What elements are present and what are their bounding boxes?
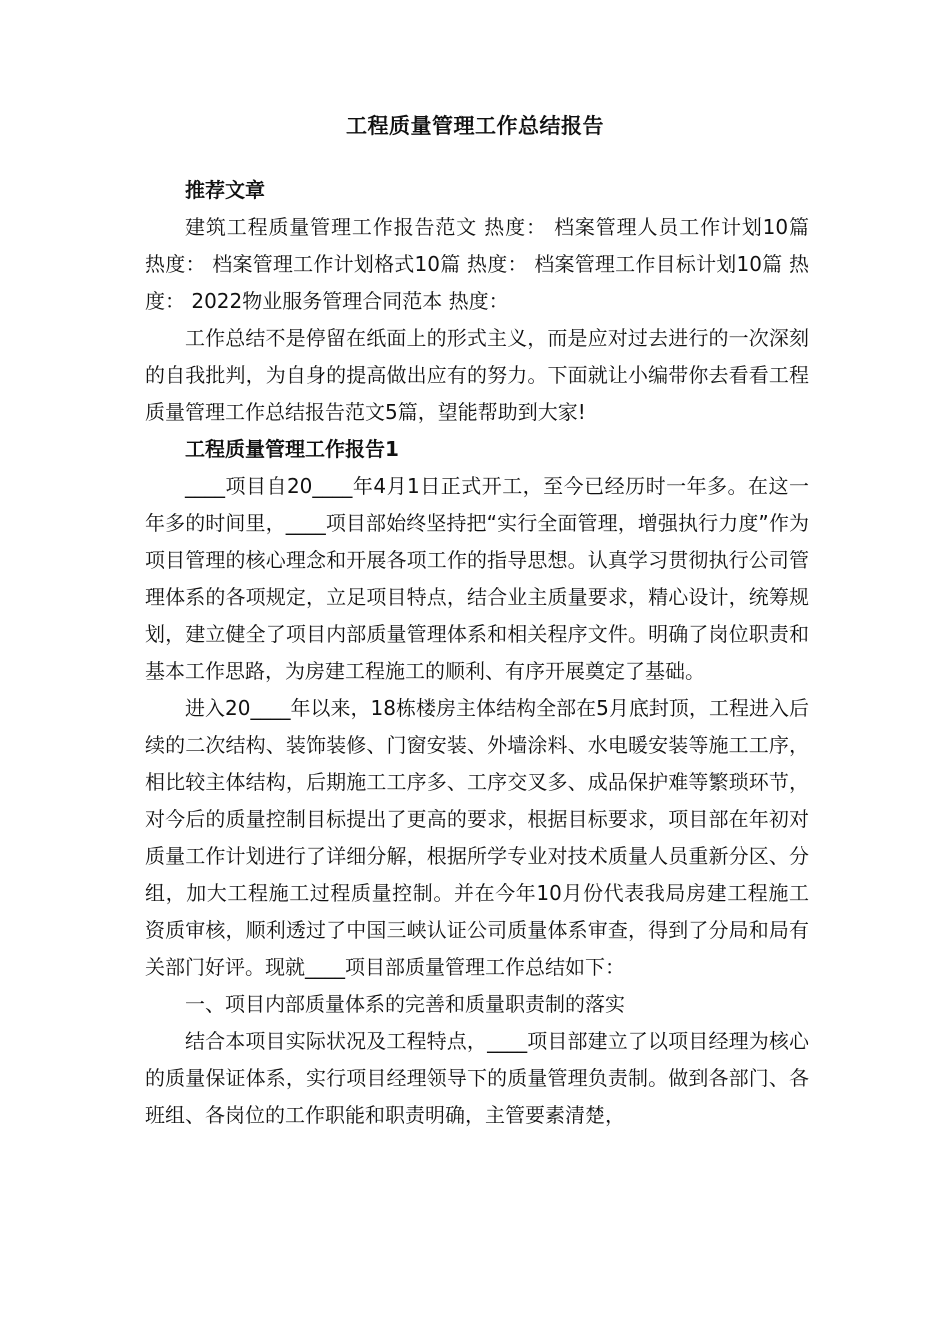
paragraph-project-start: ____项目自20____年4月1日正式开工，至今已经历时一年多。在这一年多的时间里，____项目部始终坚持把“实行全面管理，增强执行力度”作为项目管理的核心理念和开展各项工作的指导思想。认真学习贯彻执行公司管理体系的各项规定，立足项目特点，结合业主质量要求，精心设计，统筹规划，建立健全了项目内部质量管理体系和相关程序文件。明确了岗位职责和基本工作思路，为房建工程施工的顺利、有序开展奠定了基础。: [145, 474, 809, 683]
section-heading-report-1: 工程质量管理工作报告1: [185, 437, 399, 461]
section-heading-recommended: 推荐文章: [185, 178, 265, 202]
paragraph-subheading-1: 一、项目内部质量体系的完善和质量职责制的落实: [185, 992, 625, 1016]
paragraph-recommended-list: 建筑工程质量管理工作报告范文 热度： 档案管理人员工作计划10篇 热度： 档案管理工作计划格式10篇 热度： 档案管理工作目标计划10篇 热度： 2022物业服务管理合同范本 热度：: [145, 215, 809, 313]
document-title: 工程质量管理工作总结报告: [346, 114, 604, 138]
paragraph-progress: 进入20____年以来，18栋楼房主体结构全部在5月底封顶，工程进入后续的二次结构、装饰装修、门窗安装、外墙涂料、水电暖安装等施工工序，相比较主体结构，后期施工工序多、工序交叉多、成品保护难等繁琐环节，对今后的质量控制目标提出了更高的要求，根据目标要求，项目部在年初对质量工作计划进行了详细分解，根据所学专业对技术质量人员重新分区、分组，加大工程施工过程质量控制。并在今年10月份代表我局房建工程施工资质审核，顺利透过了中国三峡认证公司质量体系审查，得到了分局和局有关部门好评。现就____项目部质量管理工作总结如下：: [145, 696, 809, 979]
paragraph-intro: 工作总结不是停留在纸面上的形式主义，而是应对过去进行的一次深刻的自我批判，为自身的提高做出应有的努力。下面就让小编带你去看看工程质量管理工作总结报告范文5篇，望能帮助到大家!: [145, 326, 809, 424]
paragraph-quality-system: 结合本项目实际状况及工程特点，____项目部建立了以项目经理为核心的质量保证体系，实行项目经理领导下的质量管理负责制。做到各部门、各班组、各岗位的工作职能和职责明确，主管要素清楚，: [145, 1029, 809, 1127]
document-body: [145, 172, 809, 1134]
